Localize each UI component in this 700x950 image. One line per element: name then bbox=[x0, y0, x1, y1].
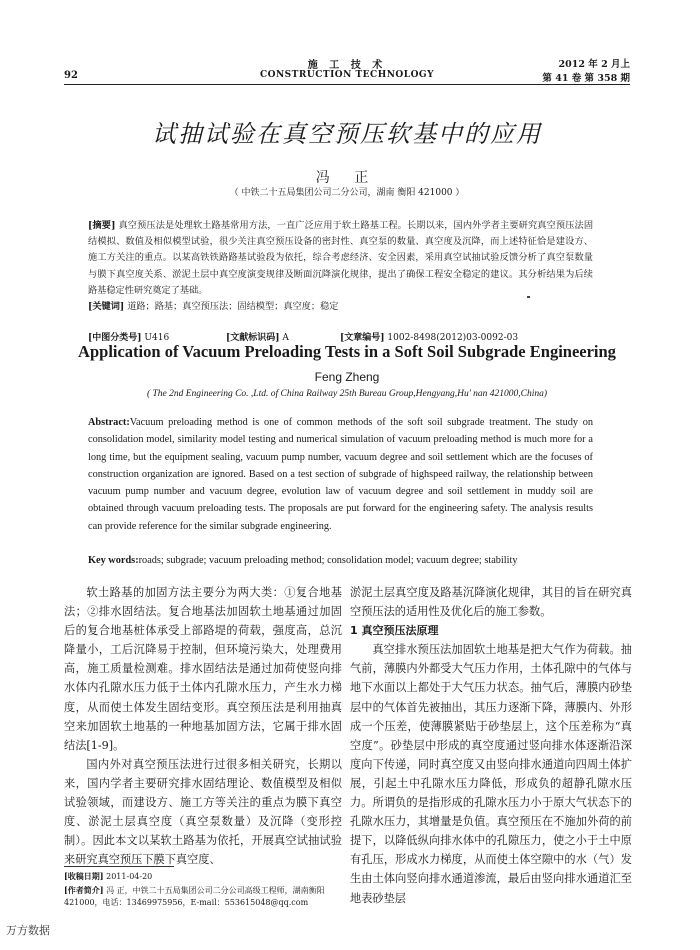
header-rule bbox=[64, 84, 630, 85]
keywords-en bbox=[88, 555, 608, 566]
keywords-en-text: roads; subgrade; vacuum preloading method; consolidation model; vacuum degree; stability bbox=[138, 555, 518, 566]
abstract-en-label: Abstract: bbox=[88, 417, 130, 428]
body-right-column bbox=[350, 583, 632, 908]
issue-date: 2012 年 2 月上 bbox=[558, 59, 630, 70]
section-heading: 1 真空预压法原理 bbox=[350, 624, 439, 638]
page-number: 92 bbox=[64, 70, 78, 81]
title-en: Application of Vacuum Preloading Tests in a Soft Soil Subgrade Engineering bbox=[78, 342, 616, 361]
running-header bbox=[64, 56, 630, 84]
body-left-column bbox=[64, 583, 342, 869]
author-en: Feng Zheng bbox=[314, 370, 380, 384]
watermark: 万方数据 bbox=[6, 924, 50, 937]
body-paragraph-continued: 淤泥土层真空度及路基沉降演化规律，其目的旨在研究真空预压法的适用性及优化后的施工参数。 bbox=[350, 586, 632, 619]
abstract-cn-text: 真空预压法是处理软土路基常用方法，一直广泛应用于软土路基工程。长期以来，国内外学者主要研究真空预压法固结模拟、数值及相似模型试验，很少关注真空预压设备的密封性、真空泵的数量、真空度及沉降，而上述特征恰是建设方、施工方关注的重点。以某高铁铁路路基试验段为依托，综合考虑经济、安全因素，采用真空试抽试验反馈分析了真空泵数量与膜下真空度关系、淤泥土层中真空度演变规律及断面沉降演化规律，提出了确保工程安全稳定的建议。其分析结果为后续路基稳定性研究奠定了基础。 bbox=[88, 220, 594, 296]
author-cn: 冯 正 bbox=[315, 170, 379, 186]
abstract-en bbox=[88, 414, 593, 535]
received-label: [收稿日期] bbox=[64, 871, 104, 881]
keywords-en-label: Key words: bbox=[88, 555, 139, 566]
body-paragraph: 国内外对真空预压法进行过很多相关研究，长期以来，国内学者主要研究排水固结理论、数值模型及相似试验领域，而建设方、施工方等关注的重点为膜下真空度、淤泥土层真空度（真空泵数量）及沉降（变形控制）。因此本文以某软土路基为依托，开展真空试抽试验来研究真空预压下膜下真空度、 bbox=[64, 757, 342, 867]
affiliation-en: ( The 2nd Engineering Co. ,Ltd. of China Railway 25th Bureau Group,Hengyang,Hu' nan 421000,China) bbox=[146, 389, 548, 399]
received-date: 2011-04-20 bbox=[106, 872, 153, 881]
scan-speck bbox=[527, 296, 530, 298]
abstract-cn bbox=[88, 218, 593, 315]
doc-code: [文献标识码] A bbox=[226, 333, 289, 343]
affiliation-cn: （ 中铁二十五局集团公司二分公司，湖南 衡阳 421000 ） bbox=[229, 188, 465, 198]
title-cn: 试抽试验在真空预压软基中的应用 bbox=[152, 120, 542, 148]
author-info: 冯 正，中铁二十五局集团公司二分公司高级工程师，湖南衡阳 421000，电话：13469975956，E-mail：553615048@qq.com bbox=[64, 885, 325, 907]
article-number: [文章编号] 1002-8498(2012)03-0092-03 bbox=[340, 333, 519, 343]
author-info-label: [作者简介] bbox=[64, 884, 104, 895]
abstract-cn-label: [摘要] bbox=[88, 220, 116, 231]
issue-volume: 第 41 卷 第 358 期 bbox=[542, 73, 630, 84]
body-paragraph: 真空排水预压法加固软土地基是把大气作为荷载。抽气前，薄膜内外都受大气压力作用，土体孔隙中的气体与地下水面以上都处于大气压力状态。抽气后，薄膜内砂垫层中的气体首先被抽出，其压力逐渐下降，薄膜内、外形成一个压差，使薄膜紧贴于砂垫层上，这个压差称为“真空度”。砂垫层中形成的真空度通过竖向排水体逐渐沿深度向下传递，同时真空度又由竖向排水通道向四周土体扩展，引起土中孔隙水压力降低，形成负的超静孔隙水压力。所谓负的是指形成的孔隙水压力小于原大气状态下的孔隙水压力，其增量是负值。真空预压在不施加外荷的前提下，以降低纵向排水体中的孔隙压力，使之小于土中原有孔压，形成水力梯度，从而使土体空隙中的水（气）发生由土体向竖向排水通道渗流，最后由竖向排水通道汇至地表砂垫层 bbox=[350, 643, 632, 905]
keywords-cn-text: 道路；路基；真空预压法；固结模型；真空度；稳定 bbox=[127, 301, 339, 313]
footnote-rule bbox=[64, 866, 174, 867]
clc-number: [中图分类号] U416 bbox=[88, 333, 170, 343]
body-paragraph: 软土路基的加固方法主要分为两大类：①复合地基法；②排水固结法。复合地基法加固软土地基通过加固后的复合地基桩体承受上部路堤的荷载，强度高，总沉降量小，工后沉降易于控制，但环境污染大，处理费用高，施工质量检测难。排水固结法是通过加荷使竖向排水体内孔隙水压力低于土体内孔隙水压力，产生水力梯度，从而使土体发生固结变形。真空预压法是利用抽真空来加固软土地基的一种地基加固方法，它属于排水固结法[1-9]。 bbox=[64, 586, 342, 752]
footnote bbox=[64, 870, 344, 910]
keywords-cn-label: [关键词] bbox=[88, 301, 125, 313]
journal-name-en: CONSTRUCTION TECHNOLOGY bbox=[259, 70, 435, 80]
abstract-en-text: Vacuum preloading method is one of common methods of the soft soil subgrade treatment. The study on consolidation model, similarity model testing and numerical simulation of vacuum preloading method is much more for a long time, but the equipment sealing, vacuum pump number, vacuum degree and soil settlement which are the focuses of construction organization are ignored. Based on a test section of subgrade of highspeed railway, the relationship between vacuum pump number and vacuum degree, evolution law of vacuum degree and soil settlement in muddy soil are obtained through vacuum preloading tests. The proposals are put forward for the engineering safety. The analysis results can provide reference for the similar subgrade engineering. bbox=[88, 417, 593, 532]
journal-name-cn: 施 工 技 术 bbox=[307, 60, 387, 71]
